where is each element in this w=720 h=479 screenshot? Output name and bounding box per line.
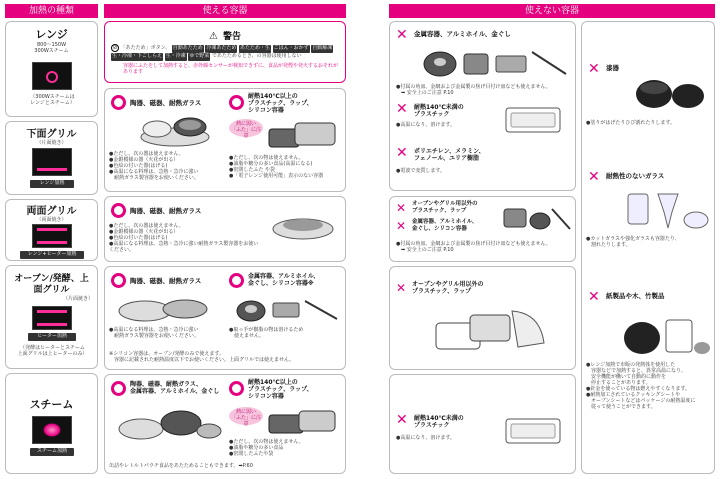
- usable-range-left-notes: ●ただし、次の器は使えません。 ●金銀模様の器（火花が出る） ●色絵の付いた器(はげる) ●高温になる料理は、急熱・急冷に強い 耐熱ガラス製容器をお使いください。: [109, 151, 199, 181]
- heating-type-header: 加熱の種類: [5, 4, 98, 18]
- heating-range-sub: 800～150W 300Wスチーム: [34, 42, 69, 54]
- usable-range-right-notes: ●ただし、次の物は使えません。 ●油脂や糖分の多い食品(高温になる) ●密閉したふた や袋 ●「電子レンジ使用可能」表示のない容器: [229, 155, 324, 179]
- unusable-steam-card: [389, 374, 576, 474]
- ng-cross-icon: ✕: [396, 145, 408, 161]
- unusable-grill-notes: ●付属の角皿、金網および金属製の焦げ目付け皿なども使えません。 ➡ 安全上のご注意 P.10: [396, 241, 551, 253]
- no-container-icon: ⊘: [112, 44, 118, 51]
- usable-oven-right-notes: ●取っ手が樹脂の物は溶けるため 使えません。: [229, 327, 304, 339]
- unusable-grill-card: [389, 196, 576, 262]
- heating-oven-note: （発酵はヒーターとスチーム 上面グリルは上ヒーターのみ）: [17, 345, 88, 357]
- usable-oven-card: [104, 266, 346, 370]
- heating-lower-grill-card: [5, 121, 98, 195]
- usable-range-card: [104, 88, 346, 192]
- ok-circle-icon: [111, 203, 126, 218]
- unusable-range-plastic-notes: ●高温になり、溶けます。: [396, 122, 455, 128]
- heating-oven-tag: ヒーター加熱: [28, 333, 76, 341]
- heating-steam-tag: スチーム加熱: [30, 448, 74, 456]
- ng-cross-icon: ✕: [396, 412, 408, 428]
- warning-chip-2: あたため・生: [240, 45, 271, 51]
- warning-line2: であたためるとき、の容器は使用しない: [211, 53, 302, 59]
- ng-cross-icon: ✕: [396, 101, 408, 117]
- warning-chip-5: 生・冷凍・下ごしらえ: [112, 53, 163, 59]
- ng-cross-icon: ✕: [588, 169, 600, 185]
- oven-oven-image: [32, 306, 72, 330]
- heating-oven-name: オーブン/発酵、上面グリル: [14, 274, 89, 295]
- heating-range-card: [5, 21, 98, 117]
- ok-circle-icon: [111, 273, 126, 288]
- steam-dishes-image: [115, 399, 225, 443]
- paper-notes: ●レンジ加熱で市販の発熱体を使用した 容器などで加熱すると、異常高温になり、 安全機能が働いて自動的に動作を 停止することがあります。 ●針金を使っている物は燃えやすくなります。 ●耐熱加工されているクッキングシートや オーブンシートなどはパッケージの耐熱温度に 従って使うことができます。: [586, 362, 696, 410]
- heating-range-name: レンジ: [35, 28, 68, 41]
- usable-steam-card: [104, 374, 346, 474]
- usable-steam-right-notes: ●ただし、次の物は使えません。 ●油脂や糖分の多い食品 ●密閉したふたや袋: [229, 439, 304, 457]
- heating-range-note: （300Wスチームは レンジとスチーム）: [30, 94, 75, 106]
- heating-lower-grill-tag: レンジ加熱: [30, 180, 74, 188]
- ng-cross-icon: ✕: [588, 289, 600, 305]
- unusable-header: 使えない容器: [389, 4, 715, 18]
- steam-plastic-image: [265, 405, 341, 437]
- steam-oven-image: [32, 416, 72, 444]
- ok-circle-icon: [111, 381, 126, 396]
- ng-cross-icon: ✕: [396, 27, 408, 43]
- usable-steam-left-label: 陶器、磁器、耐熱ガラス、 金属容器、アルミホイル、金ぐし: [130, 381, 220, 395]
- warning-chip-7: ゆで野菜: [189, 53, 210, 59]
- usable-oven-right-label: 金属容器、アルミホイル、 金ぐし、シリコン容器※: [248, 273, 320, 287]
- usable-range-right-label: 耐熱140℃以上の プラスチック、ラップ、 シリコン容器: [248, 93, 313, 114]
- warning-line1: 「あたため」ボタン、: [120, 45, 171, 51]
- metal-cookware-image: [420, 42, 570, 82]
- ng-cross-icon: ✕: [396, 201, 407, 215]
- unusable-range-metal-label: 金属容器、アルミホイル、金ぐし: [414, 30, 511, 38]
- heating-lower-grill-name: 下面グリル: [26, 129, 77, 140]
- heating-steam-name: スチーム: [29, 398, 74, 411]
- usable-steam-footnote: 缶詰やレトルトパウチ食品をあたためることもできます。➡P.60: [109, 463, 253, 469]
- ng-cross-icon: ✕: [396, 281, 407, 295]
- heating-steam-card: [5, 373, 98, 474]
- ok-circle-icon: [229, 95, 244, 110]
- unusable-steam-notes: ●高温になり、溶けます。: [396, 435, 455, 441]
- warning-chip-1: 冷凍あたため: [206, 45, 237, 51]
- ng-cross-icon: ✕: [396, 219, 407, 233]
- unusable-grill-plastic-label: オーブンやグリル用以外の プラスチック、ラップ: [412, 201, 478, 214]
- heating-double-grill-tag: レンジ+ヒーター加熱: [20, 251, 84, 259]
- unusable-oven-label: オーブンやグリル用以外の プラスチック、ラップ: [412, 281, 484, 295]
- unusable-range-poly-notes: ●電波で変質します。: [396, 168, 445, 174]
- unusable-common-card: [581, 21, 715, 474]
- usable-steam-right-label: 耐熱140℃以上の プラスチック、ラップ、 シリコン容器: [248, 379, 313, 400]
- usable-grill-label: 陶器、磁器、耐熱ガラス: [130, 207, 202, 215]
- usable-range-right-bubble: 熱に弱い 「ふた」に注意: [230, 121, 261, 139]
- unusable-steam-label: 耐熱140℃未満の プラスチック: [414, 415, 464, 429]
- unusable-range-plastic-label: 耐熱140℃未満の プラスチック: [414, 104, 464, 118]
- unusable-range-metal-notes: ●付属の角皿、金網および金属製の焦げ目付け皿なども使えません。 ➡ 安全上のご注意 P.10: [396, 84, 551, 96]
- ok-circle-icon: [111, 95, 126, 110]
- paper-label: 紙製品や木、竹製品: [606, 292, 665, 300]
- unusable-grill-metal-label: 金属容器、アルミホイル、 金ぐし、シリコン容器: [412, 219, 478, 232]
- steam-plastic-tray-image: [502, 415, 566, 447]
- warning-icon: ⚠: [208, 31, 218, 42]
- range-oven-image: [32, 62, 72, 90]
- grill-dishes-image: [265, 205, 341, 245]
- oven-dishes-image: [115, 291, 215, 325]
- heating-double-grill-name: 両面グリル: [26, 206, 77, 217]
- usable-header: 使える容器: [104, 4, 346, 18]
- warning-chip-3: ごはん・おかず: [273, 45, 309, 51]
- oven-plastic-image: [430, 303, 550, 357]
- usable-grill-card: [104, 196, 346, 262]
- plastic-containers-image: [265, 117, 341, 153]
- usable-oven-left-notes: ●高温になる料理は、急熱・急冷に強い 耐熱ガラス製容器をお使いください。: [109, 327, 199, 339]
- usable-oven-footnote: ※シリコン容器は、オーブン/発酵のみで使えます。 容器に記載された耐熱温度以下でお使いください。上面グリルでは使えません。: [109, 351, 295, 363]
- heating-oven-sub: （片面焼き）: [62, 296, 93, 302]
- warning-box: [104, 21, 346, 83]
- glass-items-image: [622, 188, 712, 234]
- heating-oven-card: [5, 265, 98, 369]
- usable-grill-notes: ●ただし、次の器は使えません。 ●金銀模様の器（火花が出る） ●色絵の付いた器(はげる) ●高温になる料理は、急熱・急冷に強い耐熱ガラス製容器をお使いください。: [109, 223, 259, 253]
- heating-lower-grill-sub: （片面焼き）: [36, 140, 67, 146]
- heating-double-grill-card: [5, 199, 98, 261]
- plastic-tray-image: [502, 104, 566, 136]
- warning-title: 警告: [223, 32, 242, 42]
- ok-circle-icon: [229, 381, 244, 396]
- usable-steam-right-bubble: 熱に弱い 「ふた」に注意: [230, 409, 261, 427]
- heating-double-grill-sub: （両面焼き）: [36, 217, 67, 223]
- glass-notes: ●カットガラスや強化ガラスも容器たり、 割れたりします。: [586, 236, 680, 248]
- usable-range-left-label: 陶器、磁器、耐熱ガラス: [130, 99, 202, 107]
- usable-oven-left-label: 陶器、磁器、耐熱ガラス: [130, 277, 202, 285]
- lacquer-label: 漆器: [606, 64, 619, 72]
- unusable-range-card: [389, 21, 576, 191]
- unusable-oven-card: [389, 266, 576, 370]
- double-grill-oven-image: [32, 224, 72, 248]
- paper-wood-image: [618, 304, 712, 360]
- warning-chip-4: 自動解凍: [312, 45, 333, 51]
- lacquer-bowls-image: [632, 66, 712, 116]
- glass-label: 耐熱性のないガラス: [606, 172, 665, 180]
- ok-circle-icon: [229, 273, 244, 288]
- grill-ng-image: [500, 203, 572, 235]
- warning-chip-0: 自動あたため: [172, 45, 203, 51]
- unusable-range-poly-label: ポリエチレン、メラミン、 フェノール、ユリア樹脂: [414, 148, 485, 162]
- ng-cross-icon: ✕: [588, 61, 600, 77]
- lacquer-notes: ●塗りがはげたりひび割れたりします。: [586, 120, 675, 126]
- warning-chip-6: 生・冷凍: [165, 53, 186, 59]
- lower-grill-oven-image: [32, 148, 72, 176]
- ceramic-dishes-image: [135, 111, 217, 149]
- warning-red-text: 容器にふたをして加熱すると、赤外線センサーが検知できずに、食品が発煙や発火するおそれがあります: [123, 63, 339, 75]
- metal-containers-image: [233, 293, 343, 325]
